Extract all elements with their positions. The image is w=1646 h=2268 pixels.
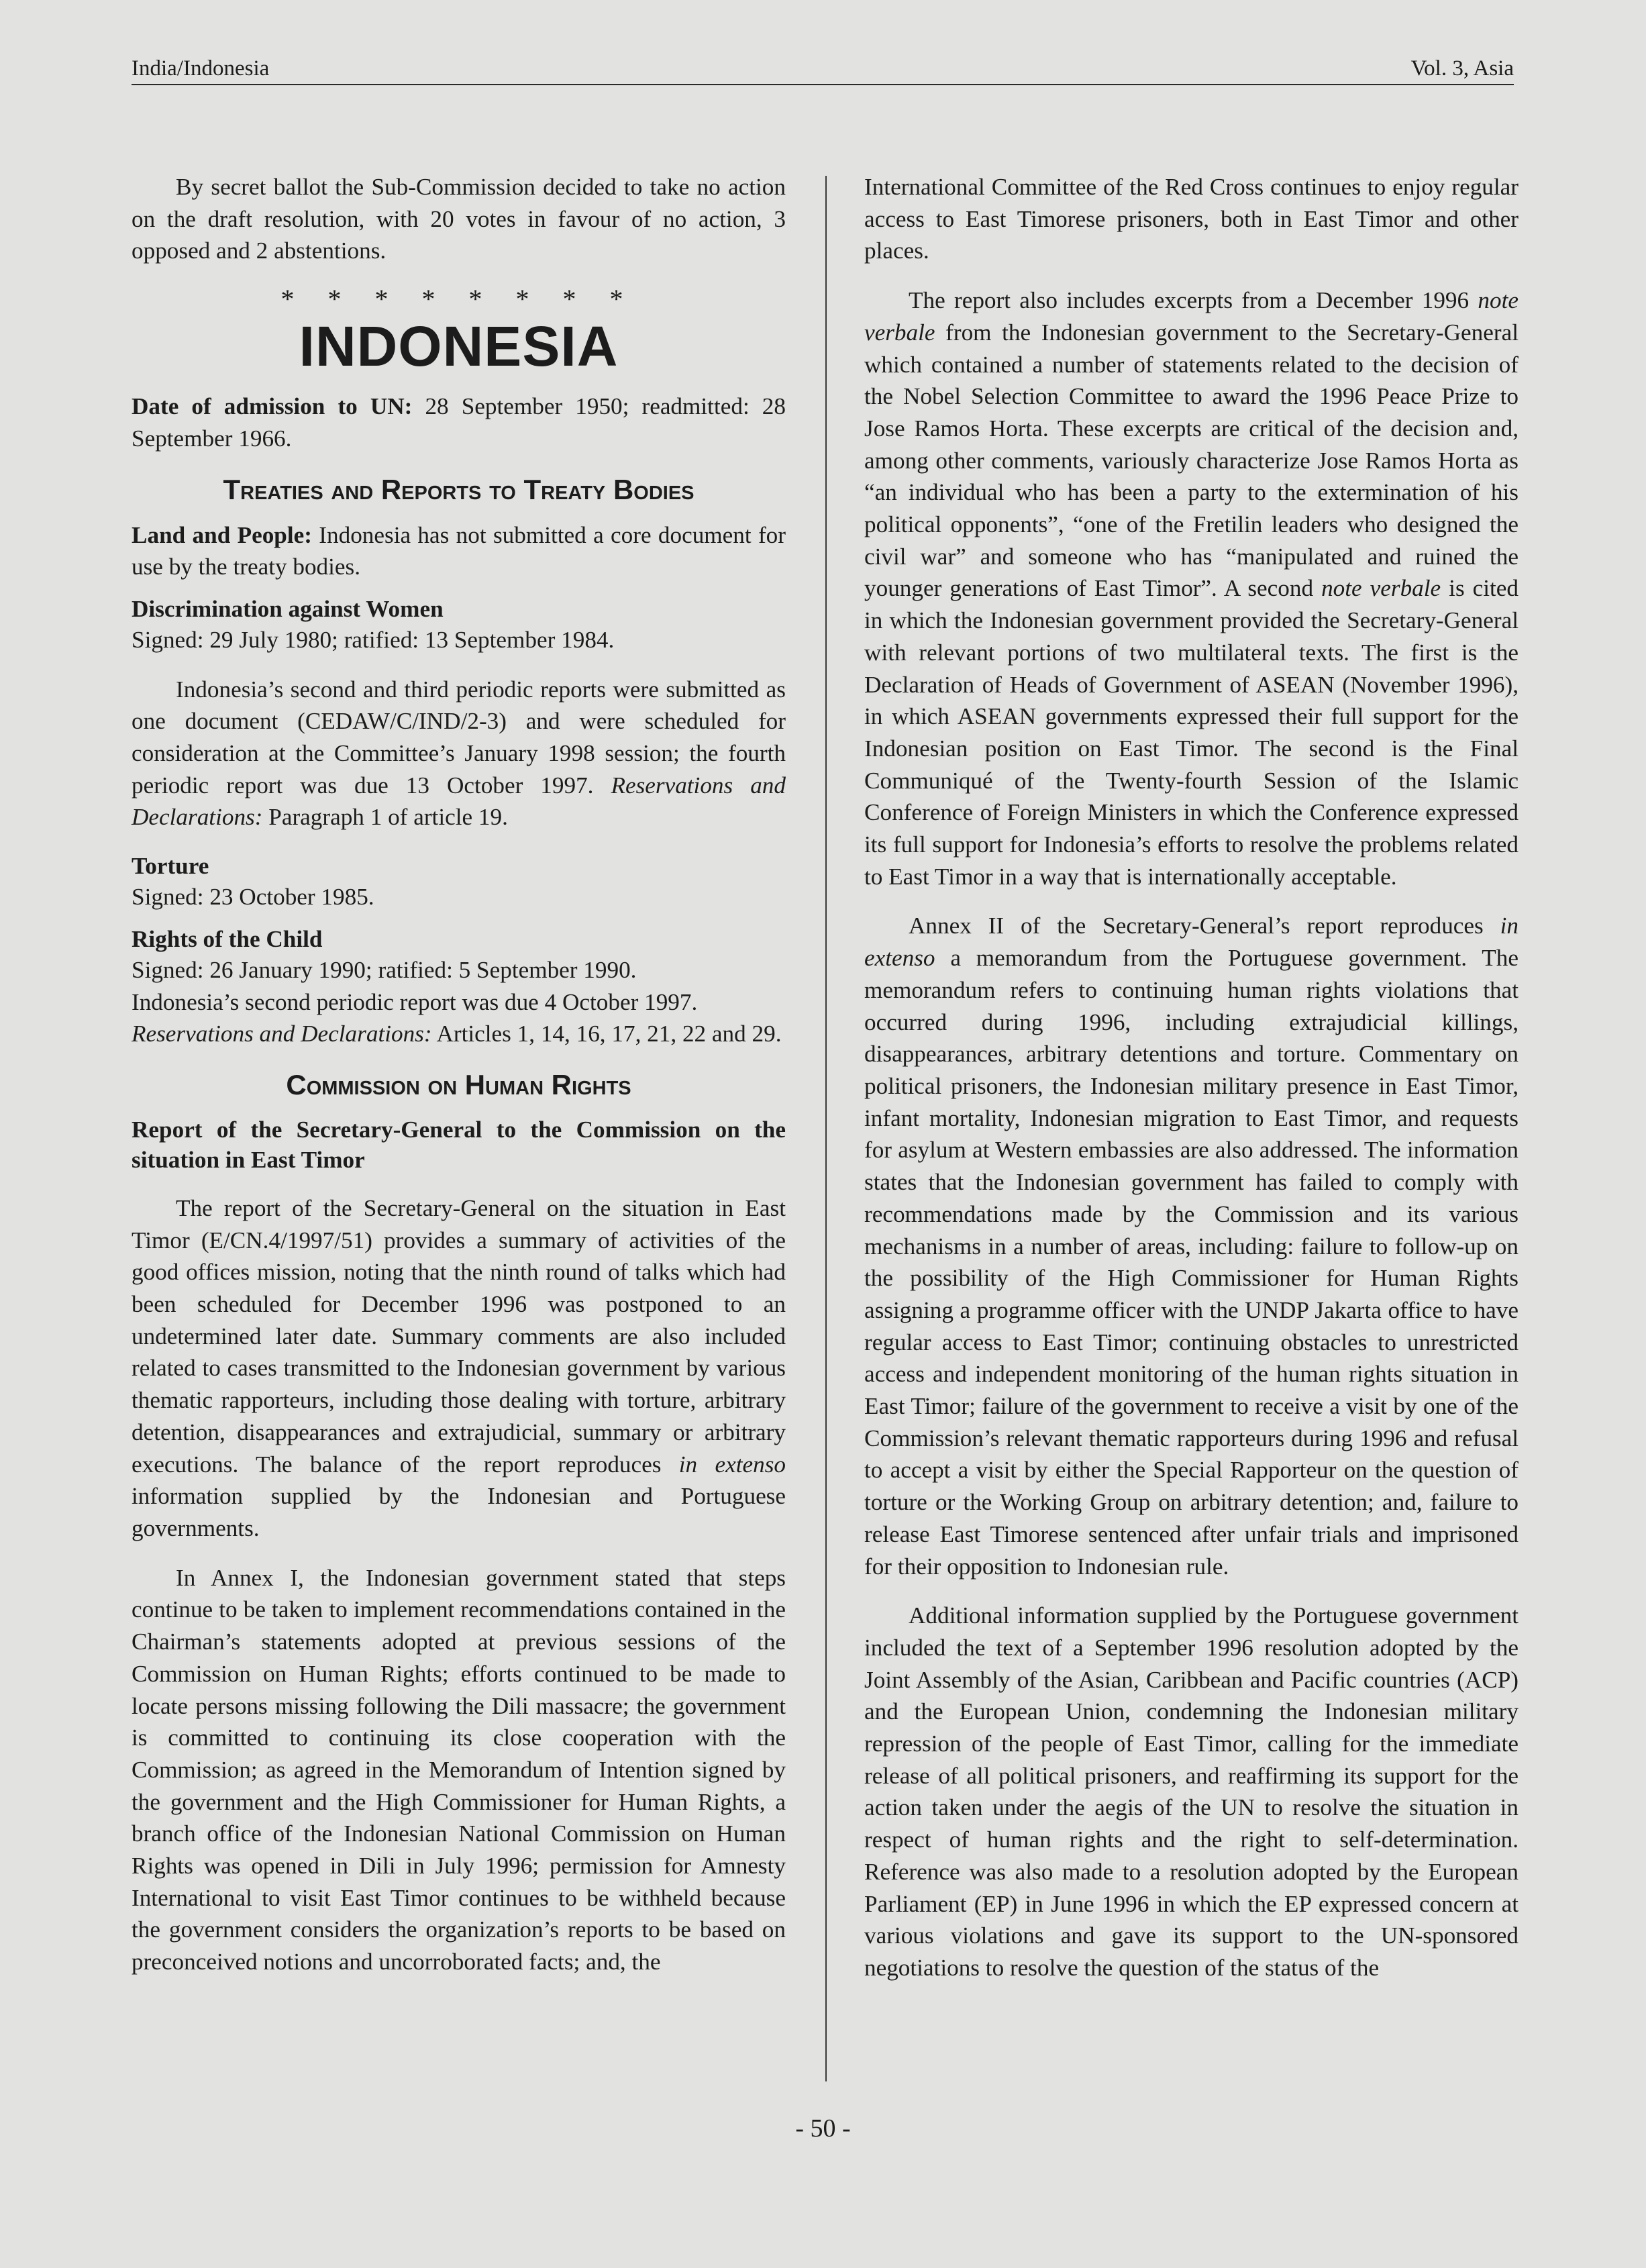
sg-text-italic: in extenso	[678, 1451, 786, 1478]
child-reservations-text: Articles 1, 14, 16, 17, 21, 22 and 29.	[431, 1021, 782, 1047]
child-report: Indonesia’s second periodic report was due 4 October 1997.	[132, 988, 698, 1015]
admission-label: Date of admission to UN:	[132, 393, 413, 420]
discrimination-signed: Signed: 29 July 1980; ratified: 13 September 1984.	[132, 626, 615, 653]
right-column	[864, 171, 1519, 2002]
child-reservations	[132, 1018, 786, 1050]
child-heading: Rights of the Child	[132, 925, 323, 952]
intro-paragraph: By secret ballot the Sub-Commission decided to take no action on the draft resolution, with 20 votes in favour of no action, 3 opposed and 2 abstentions.	[132, 174, 786, 264]
child-reservations-label: Reservations and Declarations:	[132, 1021, 432, 1047]
note-verbale-paragraph	[864, 285, 1519, 892]
running-header	[132, 56, 1514, 85]
left-column	[132, 171, 786, 1996]
annex-two-paragraph	[864, 910, 1519, 1582]
treaties-heading: Treaties and Reports to Treaty Bodies	[223, 473, 695, 505]
annex-one-paragraph: In Annex I, the Indonesian government stated that steps continue to be taken to implement recommendations contained in the Chairman’s statements adopted at previous sessions of the Commission on Human Rights; efforts continued to be made to locate persons missing following the Dili massacre; the government is committed to continuing its close cooperation with the Commission; as agreed in the Memorandum of Intention signed by the government and the High Commissioner for Human Rights, a branch office of the Indonesian National Commission on Human Rights was opened in Dili in July 1996; permission for Amnesty International to visit East Timor continues to be withheld because the government considers the organization’s reports to be based on preconceived notions and uncorroborated facts; and, the	[132, 1564, 786, 1975]
discrimination-text: Indonesia’s second and third periodic reports were submitted as one document (CEDAW/C/IND/2-3) and were scheduled for consideration at the Committee’s January 1998 session; the fourth periodic report was due 13 October 1997.	[132, 676, 786, 798]
secretary-general-paragraph	[132, 1192, 786, 1545]
land-label: Land and People:	[132, 521, 312, 548]
page-number: - 50 -	[795, 2114, 851, 2143]
nv-italic-2: note verbale	[1321, 575, 1441, 602]
annex2-text-b: a memorandum from the Portuguese government. The memorandum refers to continuing human rights violations that occurred during 1996, including extrajudicial killings, disappearances, arbitrary detentions and torture. Commentary on political prisoners, the Indonesian military presence in East Timor, infant mortality, Indonesian migration to East Timor, and requests for asylum at Western embassies are also addressed. The information states that the Indonesian government has failed to comply with recommendations made by the Commission and its various mechanisms in a number of areas, including: failure to follow-up on the possibility of the High Commissioner for Human Rights assigning a programme officer with the UNDP Jakarta office to have regular access to East Timor; continuing obstacles to unrestricted access and independent monitoring of the human rights situation in East Timor; failure of the government to receive a visit by one of the Commission’s relevant thematic rapporteurs during 1996 and refusal to accept a visit by either the Special Rapporteur on the question of torture or the Working Group on arbitrary detention; and, failure to release East Timorese sentenced after unfair trials and imprisoned for their opposition to Indonesian rule.	[864, 945, 1519, 1580]
discrimination-paragraph	[132, 674, 786, 834]
nv-text-b: from the Indonesian government to the Secretary-General which contained a number of statements related to the decision of the Nobel Selection Committee to award the 1996 Peace Prize to Jose Ramos Horta. These excerpts are critical of the decision and, among other comments, variously characterize Jose Ramos Horta as “an individual who has been a party to the extermination of his political opponents”, “one of the Fretilin leaders who designed the civil war” and someone who has “manipulated and ruined the younger generations of East Timor”. A second	[864, 319, 1519, 602]
header-left: India/Indonesia	[132, 56, 270, 81]
discrimination-heading: Discrimination against Women	[132, 595, 444, 622]
section-separator: * * * * * * * *	[280, 284, 637, 315]
country-title: INDONESIA	[299, 315, 619, 378]
land-text: Indonesia has not submitted a core document for use by the treaty bodies.	[132, 521, 786, 580]
portuguese-info-paragraph: Additional information supplied by the Portuguese government included the text of a September 1996 resolution adopted by the Joint Assembly of the Asian, Caribbean and Pacific countries (ACP) and the European Union, condemning the Indonesian military repression of the people of East Timor, calling for the immediate release of all political prisoners, and reaffirming its support for the action taken under the aegis of the UN to resolve the situation in respect of human rights and the right to self-determination. Reference was also made to a resolution adopted by the European Parliament (EP) in June 1996 in which the EP expressed concern at various violations and gave its support to the UN-sponsored negotiations to resolve the question of the status of the	[864, 1602, 1519, 1981]
torture-signed: Signed: 23 October 1985.	[132, 884, 374, 911]
annex2-italic: in extenso	[864, 913, 1519, 972]
nv-text-a: The report also includes excerpts from a December 1996	[909, 287, 1478, 314]
sg-text-a: The report of the Secretary-General on the situation in East Timor (E/CN.4/1997/51) provides a summary of activities of the good offices mission, noting that the ninth round of talks which had been scheduled for December 1996 was postponed to an undetermined later date. Summary comments are also included related to cases transmitted to the Indonesian government by various thematic rapporteurs, including those dealing with torture, arbitrary detention, disappearances and extrajudicial, summary or arbitrary executions. The balance of the report reproduces	[132, 1194, 786, 1478]
admission-text: 28 September 1950; readmitted: 28 September 1966.	[132, 393, 786, 452]
nv-text-c: is cited in which the Indonesian government provided the Secretary-General with relevant portions of two multilateral texts. The first is the Declaration of Heads of Government of ASEAN (November 1996), in which ASEAN governments expressed their full support for the Indonesian position on East Timor. The second is the Final Communiqué of the Twenty-fourth Session of the Islamic Conference of Foreign Ministers in which the Conference expressed its full support for Indonesia’s efforts to resolve the problems related to East Timor in a way that is internationally acceptable.	[864, 575, 1519, 890]
nv-italic-1: note verbale	[864, 287, 1519, 346]
discrimination-reservations-label: Reservations and Declarations:	[132, 772, 786, 831]
column-divider	[825, 176, 827, 2081]
sg-text-b: information supplied by the Indonesian and Portuguese governments.	[132, 1483, 786, 1541]
child-signed: Signed: 26 January 1990; ratified: 5 September 1990.	[132, 956, 637, 983]
torture-heading: Torture	[132, 853, 209, 880]
header-right: Vol. 3, Asia	[1410, 56, 1514, 81]
admission-paragraph	[132, 391, 786, 454]
red-cross-paragraph: International Committee of the Red Cross continues to enjoy regular access to East Timorese prisoners, both in East Timor and other places.	[864, 174, 1519, 264]
annex2-text-a: Annex II of the Secretary-General’s report reproduces	[909, 913, 1500, 939]
commission-heading: Commission on Human Rights	[286, 1068, 631, 1100]
land-paragraph	[132, 519, 786, 583]
secretary-general-report-heading: Report of the Secretary-General to the Commission on the situation in East Timor	[132, 1116, 786, 1173]
discrimination-reservations-text: Paragraph 1 of article 19.	[262, 804, 508, 831]
